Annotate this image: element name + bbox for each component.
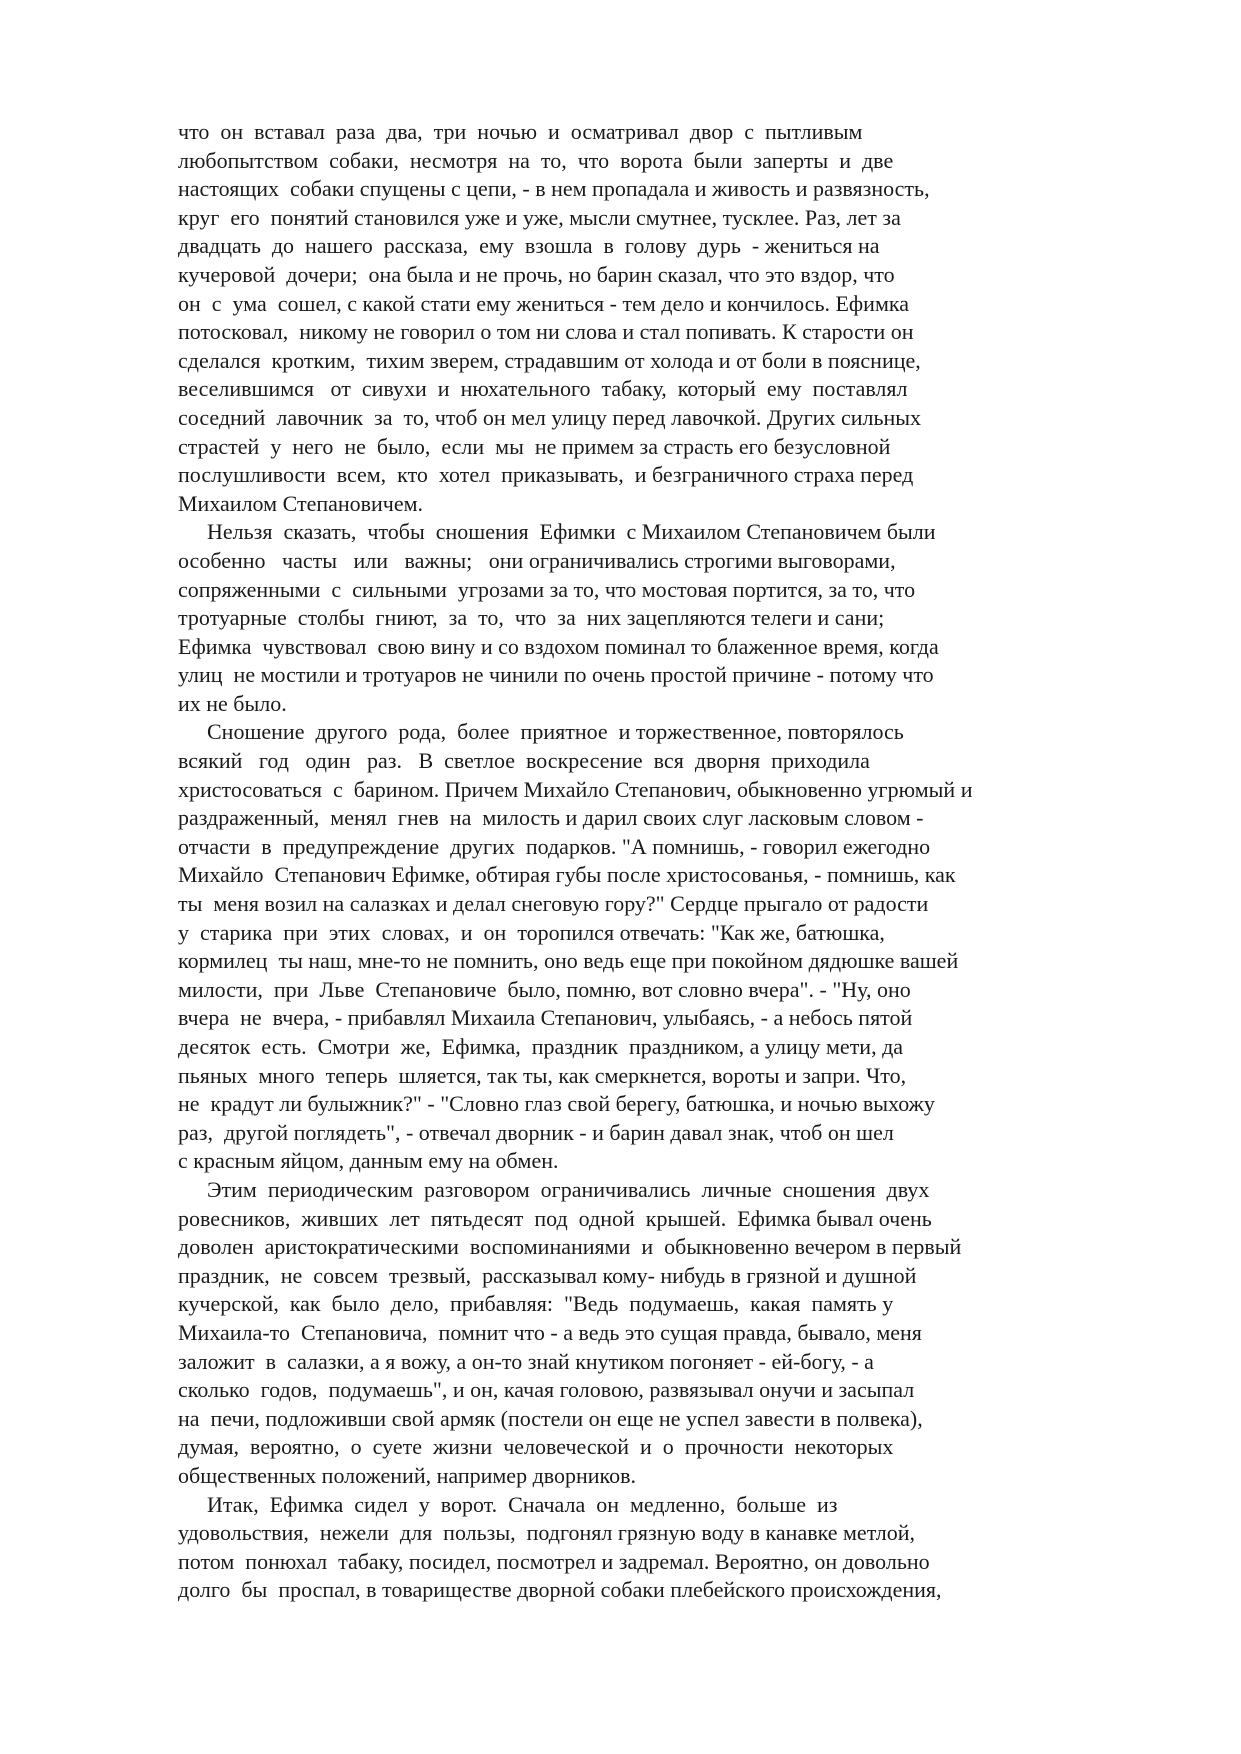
text-line: общественных положений, например дворников.: [178, 1462, 637, 1488]
text-line: Ефимка чувствовал свою вину и со вздохом поминал то блаженное время, когда: [178, 633, 939, 659]
text-line: тротуарные столбы гниют, за то, что за них зацепляются телеги и сани;: [178, 605, 885, 631]
text-line: страстей у него не было, если мы не примем за страсть его безусловной: [178, 433, 891, 459]
text-line: послушливости всем, кто хотел приказывать, и безграничного страха перед: [178, 462, 914, 488]
text-line: круг его понятий становился уже и уже, мысли смутнее, тусклее. Раз, лет за: [178, 204, 901, 230]
text-line: соседний лавочник за то, чтоб он мел улицу перед лавочкой. Других сильных: [178, 404, 922, 430]
text-line: Михаилом Степановичем.: [178, 490, 424, 516]
text-line: веселившимся от сивухи и нюхательного табаку, который ему поставлял: [178, 376, 908, 402]
text-line: милости, при Льве Степановиче было, помню, вот словно вчера". - "Ну, оно: [178, 976, 911, 1002]
text-line: их не было.: [178, 690, 287, 716]
text-line: потом понюхал табаку, посидел, посмотрел и задремал. Вероятно, он довольно: [178, 1548, 930, 1574]
text-line: сделался кротким, тихим зверем, страдавшим от холода и от боли в пояснице,: [178, 347, 921, 373]
text-line: удовольствия, нежели для пользы, подгонял грязную воду в канавке метлой,: [178, 1520, 916, 1546]
text-line: кучеровой дочери; она была и не прочь, но барин сказал, что это вздор, что: [178, 261, 895, 287]
text-line: вчера не вчера, - прибавлял Михаила Степанович, улыбаясь, - а небось пятой: [178, 1005, 913, 1031]
text-line: думая, вероятно, о суете жизни человеческой и о прочности некоторых: [178, 1434, 894, 1460]
paragraph-first-line: Итак, Ефимка сидел у ворот. Сначала он медленно, больше из: [207, 1491, 838, 1517]
text-line: не крадут ли булыжник?" - "Словно глаз свой берегу, батюшка, и ночью выхожу: [178, 1091, 935, 1117]
body-text: [178, 118, 1083, 1605]
paragraph-first-line: Сношение другого рода, более приятное и торжественное, повторялось: [207, 719, 904, 745]
text-line: двадцать до нашего рассказа, ему взошла в голову дурь - жениться на: [178, 233, 880, 259]
text-line: сколько годов, подумаешь", и он, качая головою, развязывал онучи и засыпал: [178, 1377, 915, 1403]
text-line: улиц не мостили и тротуаров не чинили по очень простой причине - потому что: [178, 662, 934, 688]
text-line: раз, другой поглядеть", - отвечал дворник - и барин давал знак, чтоб он шел: [178, 1119, 894, 1145]
text-line: раздраженный, менял гнев на милость и дарил своих слуг ласковым словом -: [178, 805, 924, 831]
text-line: сопряженными с сильными угрозами за то, что мостовая портится, за то, что: [178, 576, 916, 602]
text-line: долго бы проспал, в товариществе дворной собаки плебейского происхождения,: [178, 1577, 942, 1603]
text-line: с красным яйцом, данным ему на обмен.: [178, 1148, 559, 1174]
paragraph-first-line: Этим периодическим разговором ограничивались личные сношения двух: [207, 1176, 930, 1202]
text-line: ровесников, живших лет пятьдесят под одной крышей. Ефимка бывал очень: [178, 1205, 932, 1231]
text-line: он с ума сошел, с какой стати ему жениться - тем дело и кончилось. Ефимка: [178, 290, 909, 316]
text-line: на печи, подложивши свой армяк (постели он еще не успел завести в полвека),: [178, 1405, 923, 1431]
text-line: ты меня возил на салазках и делал снеговую гору?" Сердце прыгало от радости: [178, 891, 929, 917]
text-line: Михаила-то Степановича, помнит что - а ведь это сущая правда, бывало, меня: [178, 1319, 922, 1345]
text-line: что он вставал раза два, три ночью и осматривал двор с пытливым: [178, 119, 863, 144]
text-line: кучерской, как было дело, прибавляя: "Ведь подумаешь, какая память у: [178, 1291, 894, 1317]
text-line: любопытством собаки, несмотря на то, что ворота были заперты и две: [178, 147, 894, 173]
text-line: заложит в салазки, а я вожу, а он-то знай кнутиком погоняет - ей-богу, - а: [178, 1348, 874, 1374]
text-line: пьяных много теперь шляется, так ты, как смеркнется, вороты и запри. Что,: [178, 1062, 907, 1088]
paragraph-first-line: Нельзя сказать, чтобы сношения Ефимки с Михаилом Степановичем были: [207, 519, 936, 545]
text-line: христосоваться с барином. Причем Михайло Степанович, обыкновенно угрюмый и: [178, 776, 973, 802]
text-line: всякий год один раз. В светлое воскресение вся дворня приходила: [178, 748, 870, 774]
text-line: отчасти в предупреждение других подарков. "А помнишь, - говорил ежегодно: [178, 833, 931, 859]
text-line: у старика при этих словах, и он торопился отвечать: "Как же, батюшка,: [178, 919, 885, 945]
text-line: десяток есть. Смотри же, Ефимка, праздник праздником, а улицу мети, да: [178, 1034, 904, 1059]
text-line: потосковал, никому не говорил о том ни слова и стал попивать. К старости он: [178, 319, 914, 345]
text-line: настоящих собаки спущены с цепи, - в нем пропадала и живость и развязность,: [178, 176, 930, 202]
text-line: особенно часты или важны; они ограничивались строгими выговорами,: [178, 547, 896, 573]
text-line: праздник, не совсем трезвый, рассказывал кому- нибудь в грязной и душной: [178, 1262, 917, 1288]
text-line: доволен аристократическими воспоминаниями и обыкновенно вечером в первый: [178, 1234, 962, 1260]
text-line: кормилец ты наш, мне-то не помнить, оно ведь еще при покойном дядюшке вашей: [178, 948, 959, 974]
text-line: Михайло Степанович Ефимке, обтирая губы после христосованья, - помнишь, как: [178, 862, 956, 888]
